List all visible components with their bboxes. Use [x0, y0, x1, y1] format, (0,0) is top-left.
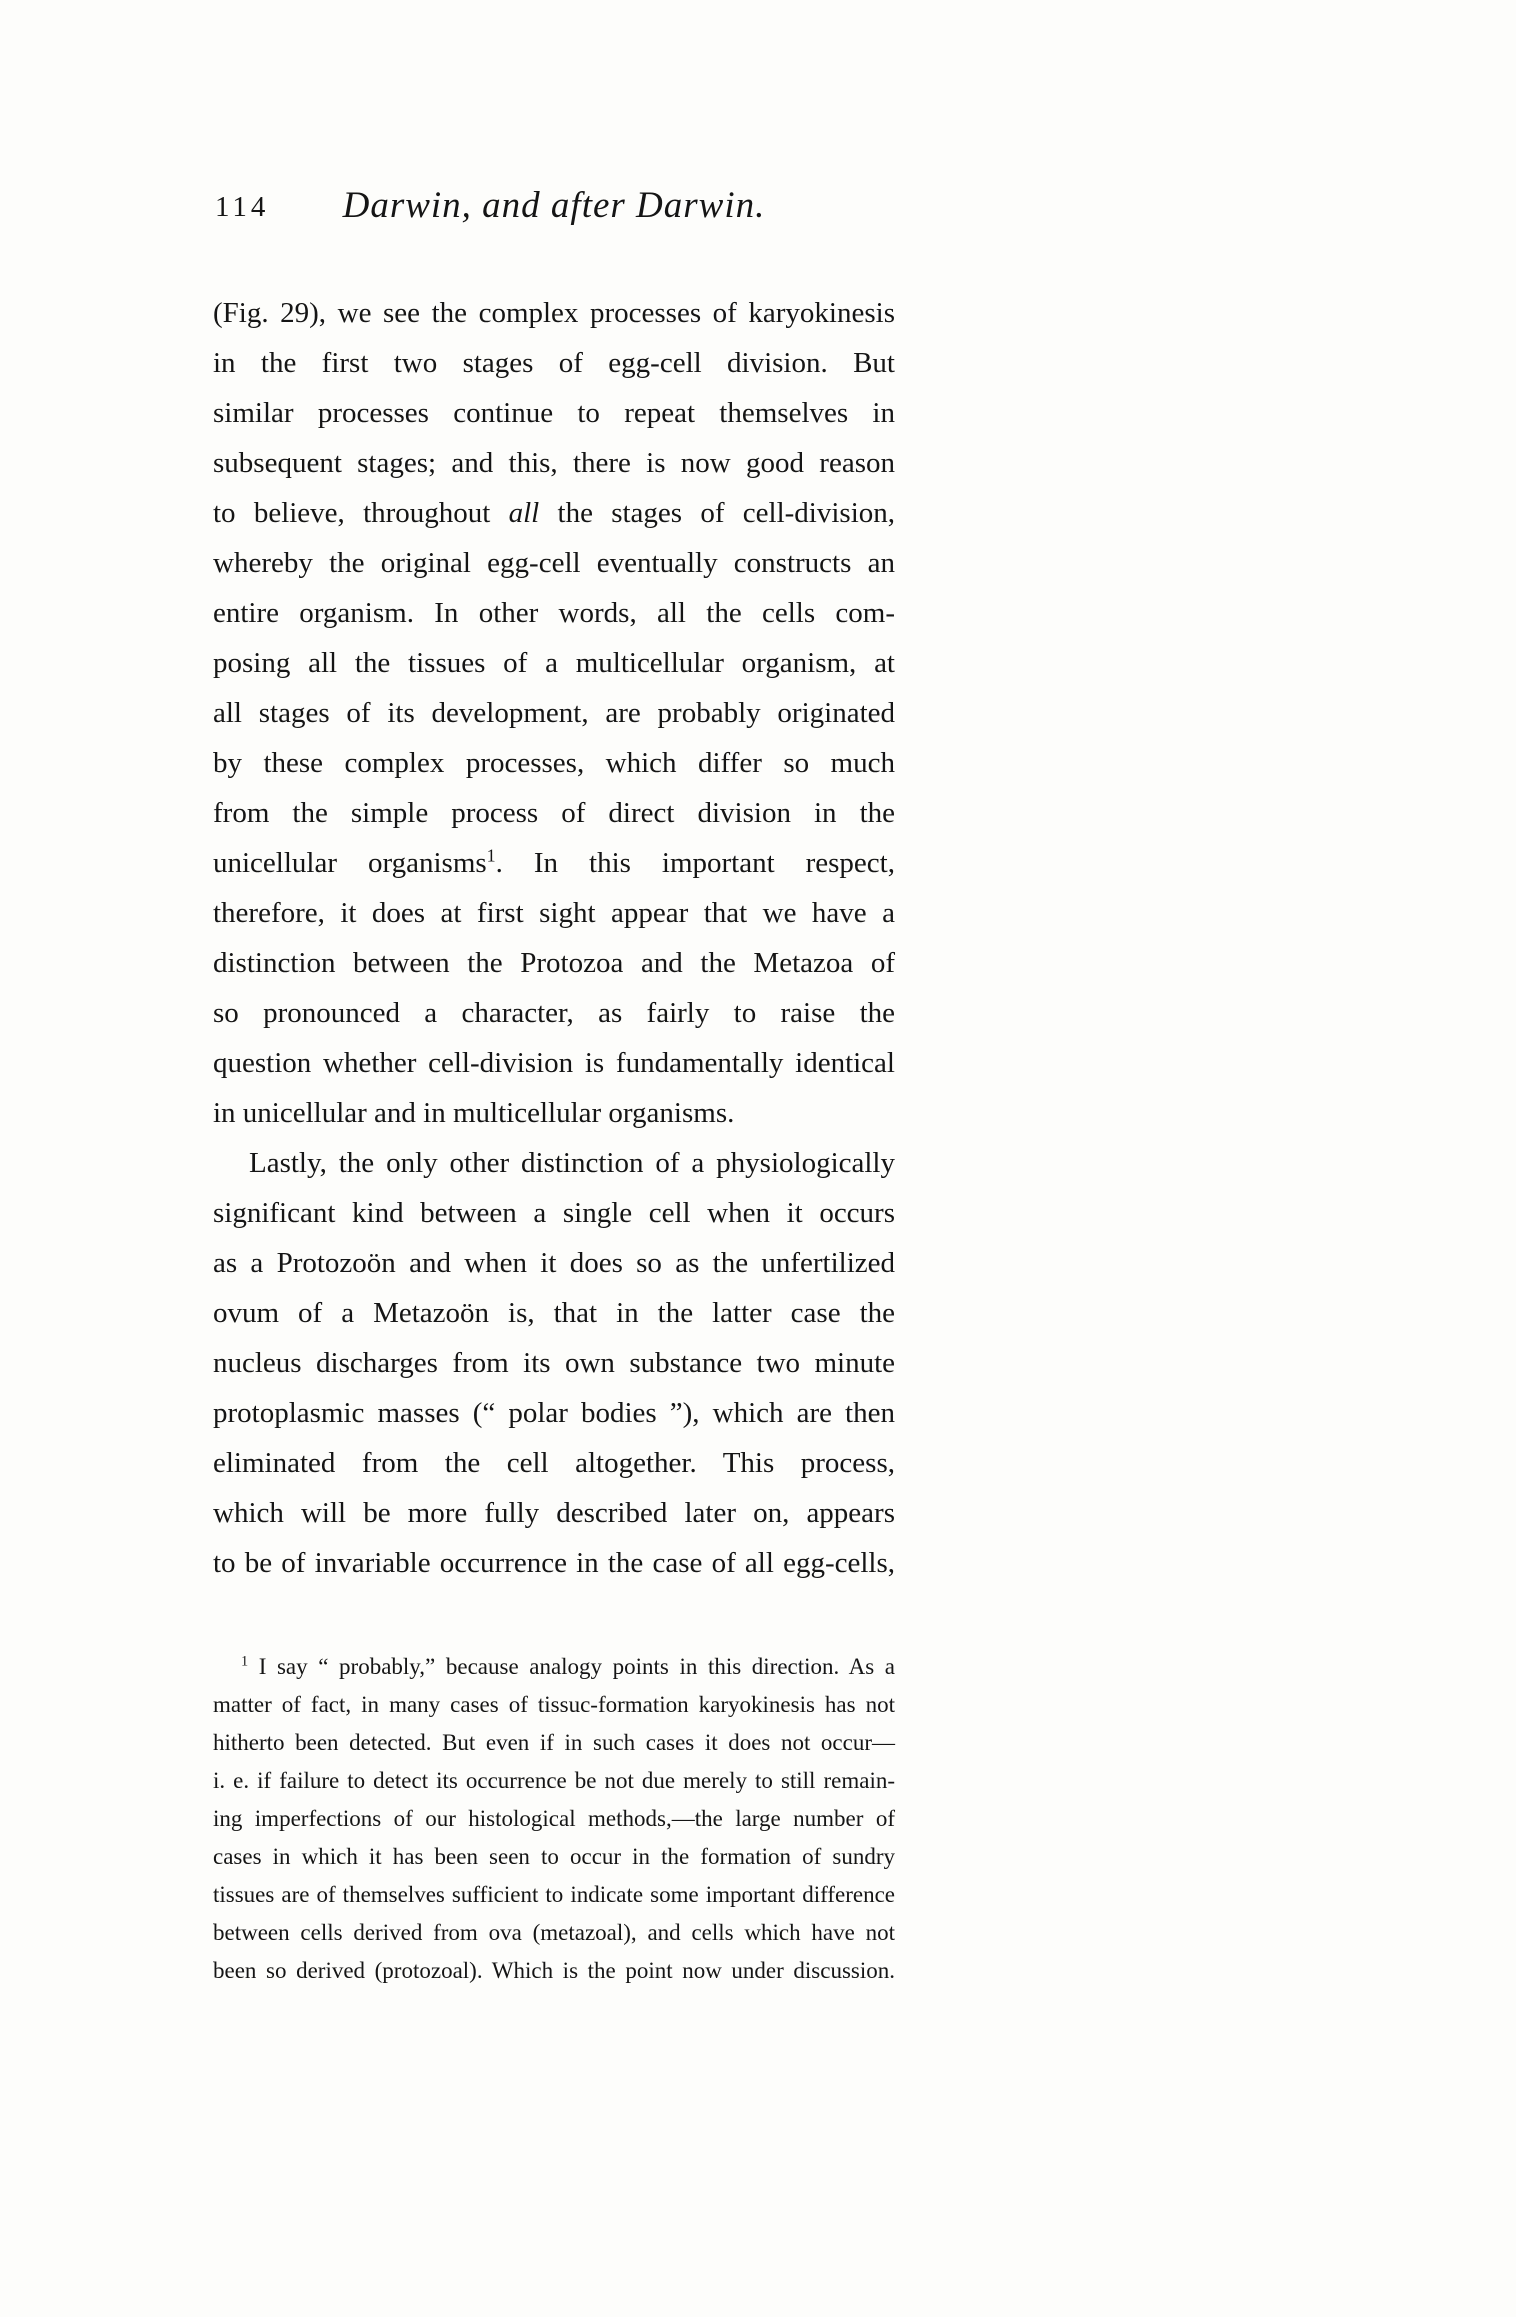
body-line: posing all the tissues of a multicellular organism, at: [213, 647, 895, 679]
running-title: Darwin, and after Darwin.: [342, 185, 766, 226]
body-line: so pronounced a character, as fairly to raise the: [213, 997, 895, 1029]
body-line: similar processes continue to repeat themselves in: [213, 397, 895, 429]
body-line: in unicellular and in multicellular organisms.: [213, 1097, 735, 1129]
body-line: subsequent stages; and this, there is now good reason: [213, 447, 895, 479]
body-line: as a Protozoön and when it does so as the unfertilized: [213, 1247, 895, 1279]
body-line: protoplasmic masses (“ polar bodies ”), which are then: [213, 1397, 895, 1429]
paragraph: [213, 1138, 895, 1588]
body-line: entire organism. In other words, all the cells com-: [213, 597, 895, 629]
body-line: Lastly, the only other distinction of a physiologically: [249, 1147, 895, 1179]
body-line: distinction between the Protozoa and the Metazoa of: [213, 947, 895, 979]
footnote-line: i. e. if failure to detect its occurrence be not due merely to still remain-: [213, 1768, 895, 1793]
body-line: to believe, throughout all the stages of cell-division,: [213, 497, 896, 529]
body-line: unicellular organisms$^1$. In this important respect,: [213, 845, 895, 879]
footnote-line: hitherto been detected. But even if in such cases it does not occur—: [213, 1730, 895, 1755]
paragraph: [213, 288, 895, 1138]
body-line: whereby the original egg-cell eventually constructs an: [213, 547, 895, 579]
body-text: [213, 288, 895, 1588]
page-header: [213, 184, 895, 236]
body-line: by these complex processes, which differ so much: [213, 747, 895, 779]
body-line: significant kind between a single cell when it occurs: [213, 1197, 895, 1229]
body-line: nucleus discharges from its own substance two minute: [213, 1347, 895, 1379]
body-line: to be of invariable occurrence in the case of all egg-cells,: [213, 1547, 895, 1579]
body-line: (Fig. 29), we see the complex processes of karyokinesis: [213, 297, 895, 329]
footnote-line: been so derived (protozoal). Which is the point now under discussion.: [213, 1958, 895, 1983]
body-line: all stages of its development, are probably originated: [213, 697, 895, 729]
footnote-line: tissues are of themselves sufficient to indicate some important difference: [213, 1882, 895, 1907]
body-line: in the first two stages of egg-cell division. But: [213, 347, 895, 379]
body-line: from the simple process of direct division in the: [213, 797, 895, 829]
footnote-line: between cells derived from ova (metazoal), and cells which have not: [213, 1920, 895, 1945]
footnote-line: cases in which it has been seen to occur in the formation of sundry: [213, 1844, 895, 1869]
body-line: which will be more fully described later on, appears: [213, 1497, 895, 1529]
body-line: eliminated from the cell altogether. This process,: [213, 1447, 895, 1479]
page-number: 114: [215, 191, 270, 223]
body-line: question whether cell-division is fundamentally identical: [213, 1047, 895, 1079]
body-line: ovum of a Metazoön is, that in the latter case the: [213, 1297, 895, 1329]
footnote-line: ing imperfections of our histological methods,—the large number of: [213, 1806, 895, 1831]
footnote: [213, 1648, 895, 1990]
body-line: therefore, it does at first sight appear that we have a: [213, 897, 895, 929]
footnote-line: matter of fact, in many cases of tissuc-formation karyokinesis has not: [213, 1692, 895, 1717]
footnote-line: $^1$ I say “ probably,” because analogy points in this direction. As a: [241, 1653, 895, 1679]
